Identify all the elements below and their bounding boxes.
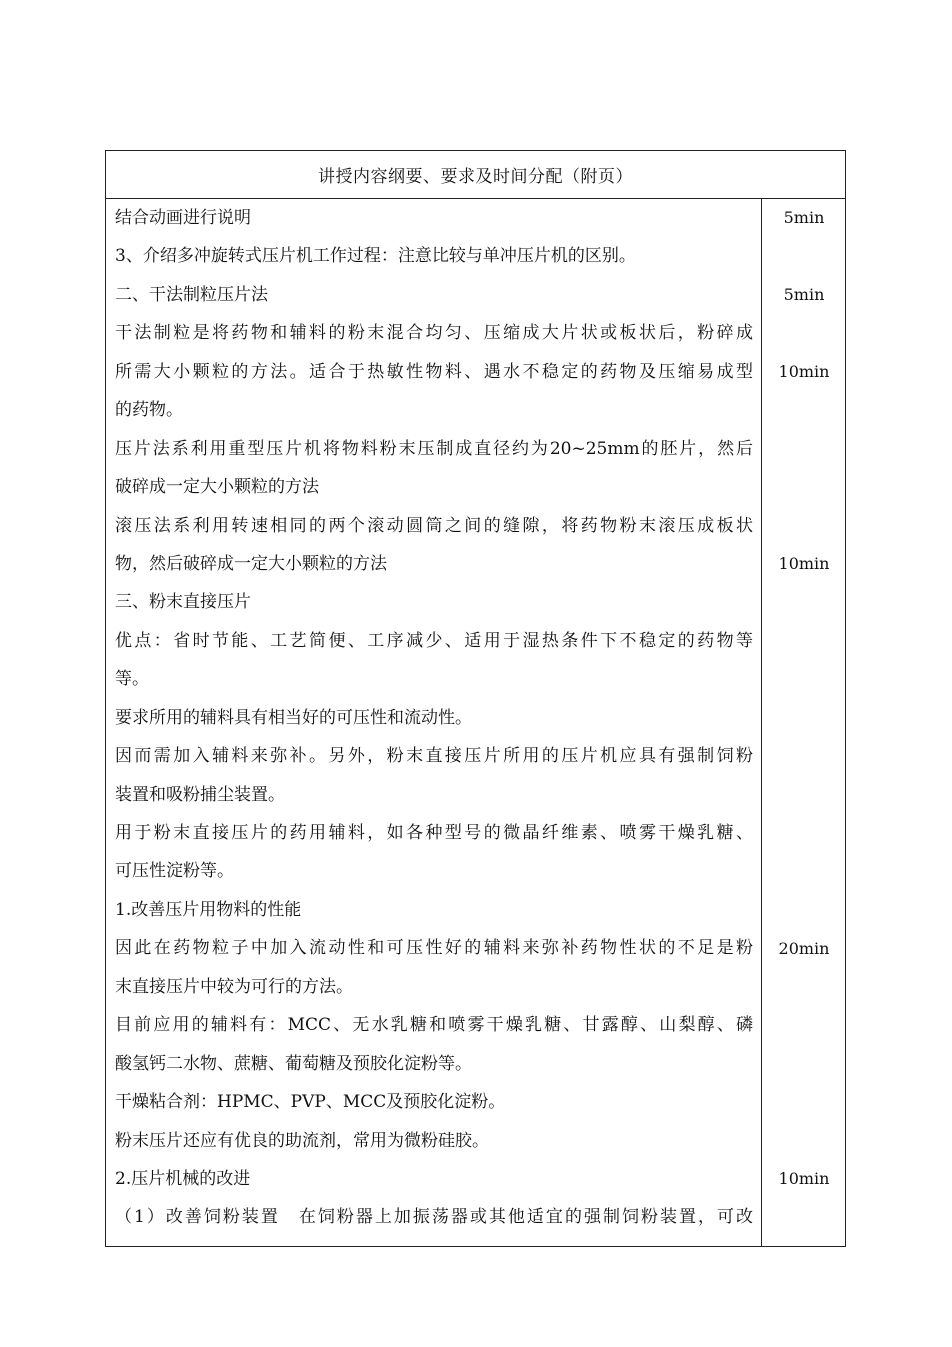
content-line: 用于粉末直接压片的药用辅料，如各种型号的微晶纤维素、喷雾干燥乳糖、	[115, 823, 753, 843]
content-line: 粉末压片还应有优良的助流剂，常用为微粉硅胶。	[115, 1130, 489, 1151]
content-column	[115, 199, 753, 1237]
content-line: 要求所用的辅料具有相当好的可压性和流动性。	[115, 707, 472, 728]
content-line: 干法制粒是将药物和辅料的粉末混合均匀、压缩成大片状或板状后，粉碎成	[115, 323, 753, 344]
content-line: 所需大小颗粒的方法。适合于热敏性物料、遇水不稳定的药物及压缩易成型	[115, 361, 753, 382]
content-line: （1）改善饲粉装置 在饲粉器上加振荡器或其他适宜的强制饲粉装置，可改	[115, 1207, 753, 1228]
time-allocation: 10min	[778, 1169, 830, 1189]
content-line: 三、粉末直接压片	[115, 592, 251, 613]
content-line: 酸氢钙二水物、蔗糖、葡萄糖及预胶化淀粉等。	[115, 1053, 472, 1074]
content-line: 等。	[115, 669, 149, 690]
content-line: 结合动画进行说明	[115, 208, 251, 228]
content-line: 的药物。	[115, 400, 183, 421]
time-allocation: 20min	[778, 938, 830, 958]
content-line: 可压性淀粉等。	[115, 861, 234, 882]
content-line: 末直接压片中较为可行的方法。	[115, 976, 353, 997]
content-line: 因此在药物粒子中加入流动性和可压性好的辅料来弥补药物性状的不足是粉	[115, 938, 753, 959]
content-line: 二、干法制粒压片法	[115, 284, 268, 305]
content-line: 因而需加入辅料来弥补。另外，粉末直接压片所用的压片机应具有强制饲粉	[115, 746, 753, 767]
content-line: 目前应用的辅料有：MCC、无水乳糖和喷雾干燥乳糖、甘露醇、山梨醇、磷	[115, 1015, 753, 1036]
content-line: 压片法系利用重型压片机将物料粉末压制成直径约为20~25mm的胚片，然后	[115, 438, 753, 459]
content-line: 破碎成一定大小颗粒的方法	[115, 477, 319, 498]
time-allocation: 10min	[778, 554, 830, 574]
content-line: 滚压法系利用转速相同的两个滚动圆筒之间的缝隙，将药物粉末滚压成板状	[115, 515, 753, 536]
content-line: 2.压片机械的改进	[115, 1168, 251, 1189]
table-header: 讲授内容纲要、要求及时间分配（附页）	[106, 151, 845, 199]
time-allocation: 10min	[778, 361, 830, 381]
content-line: 1.改善压片用物料的性能	[115, 899, 302, 920]
content-line: 优点：省时节能、工艺简便、工序减少、适用于湿热条件下不稳定的药物等	[115, 630, 753, 651]
content-line: 装置和吸粉捕尘装置。	[115, 784, 285, 805]
content-line: 3、介绍多冲旋转式压片机工作过程：注意比较与单冲压片机的区别。	[115, 246, 636, 267]
time-allocation: 5min	[783, 208, 825, 227]
content-line: 干燥粘合剂：HPMC、PVP、MCC及预胶化淀粉。	[115, 1092, 506, 1113]
syllabus-table	[105, 150, 846, 1247]
time-allocation: 5min	[783, 284, 825, 304]
content-line: 物，然后破碎成一定大小颗粒的方法	[115, 553, 387, 574]
